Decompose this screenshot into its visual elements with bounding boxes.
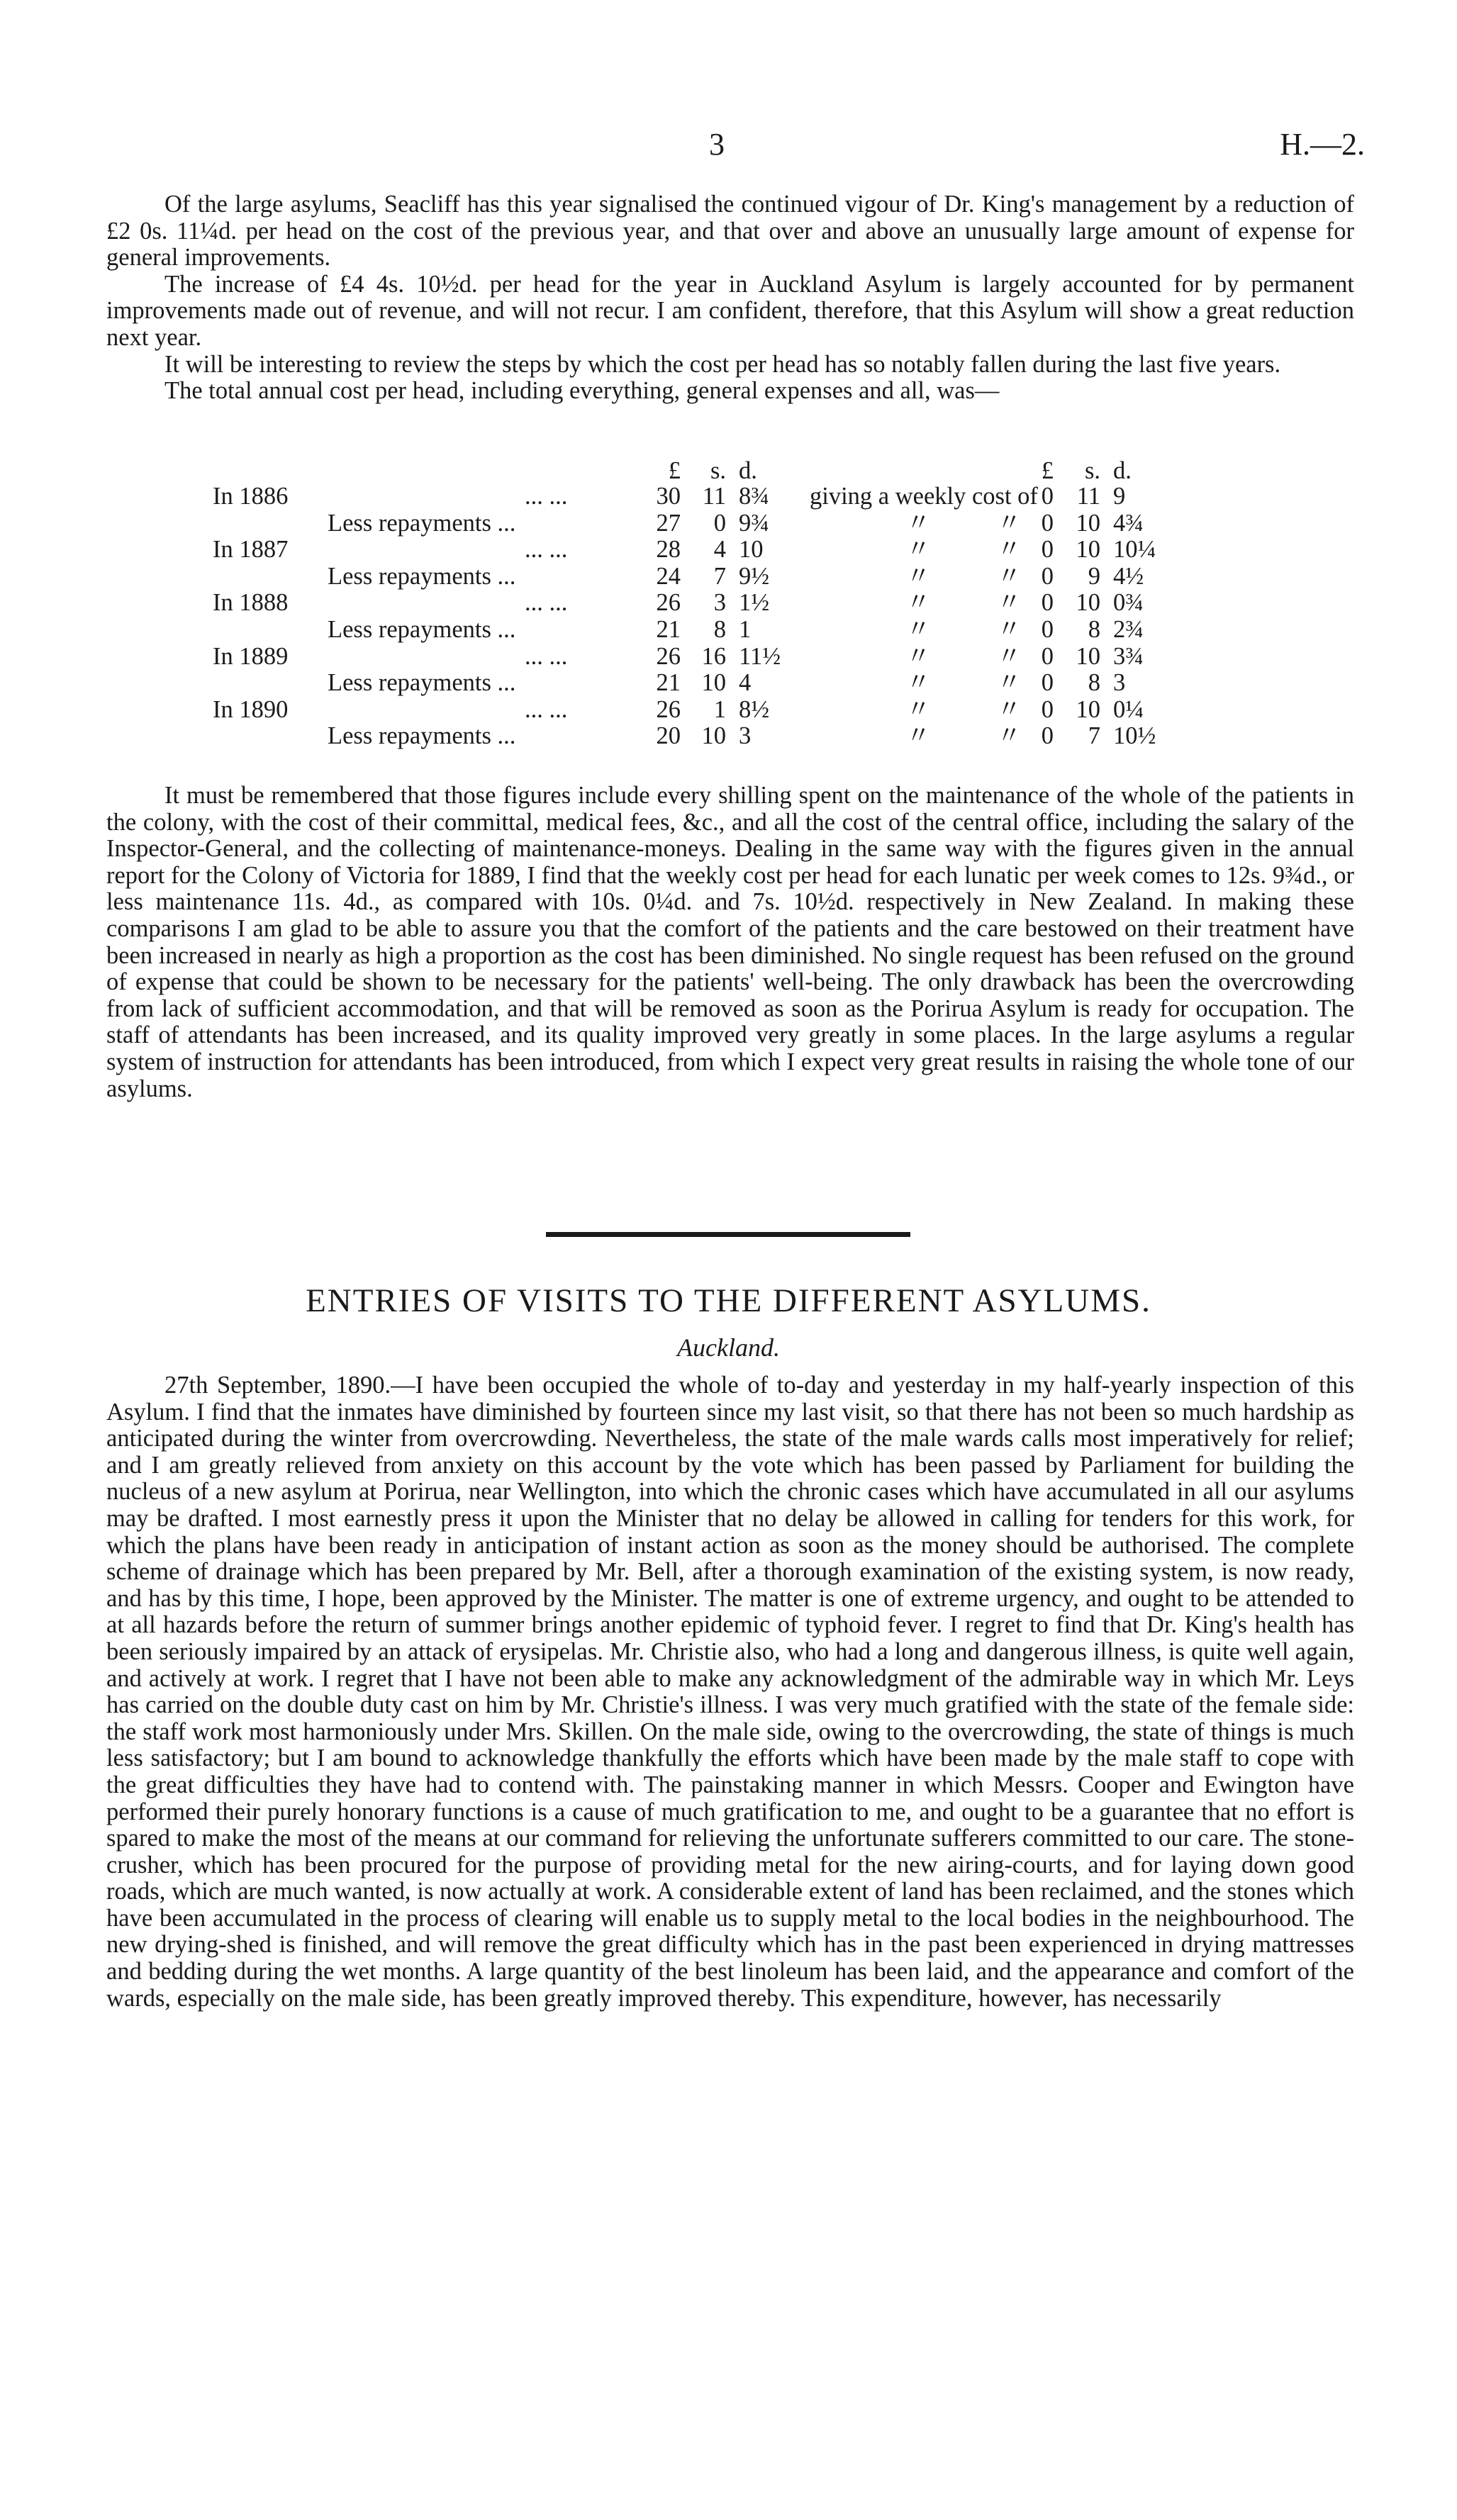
ditto-mark: 〃	[906, 615, 931, 643]
annual-pence: 8½	[739, 695, 770, 723]
section-divider	[546, 1232, 910, 1237]
weekly-shillings: 10	[1076, 642, 1100, 670]
annual-shillings: 11	[702, 483, 726, 510]
ditto-mark: 〃	[997, 642, 1022, 670]
row-label: Less repayments ...	[328, 669, 516, 697]
section-subheading: Auckland.	[677, 1333, 780, 1362]
table-row	[106, 644, 1354, 671]
annual-shillings: 0	[713, 509, 726, 537]
weekly-pounds: 0	[1041, 483, 1054, 510]
annual-shillings: 16	[701, 642, 726, 670]
annual-pounds: 26	[656, 642, 681, 670]
weekly-pounds: 0	[1041, 722, 1054, 750]
table-row	[106, 697, 1354, 724]
annual-shillings: 7	[713, 562, 726, 590]
ditto-mark: 〃	[906, 589, 931, 617]
paragraph-visit-entry: 27th September, 1890.—I have been occupied the whole of to-day and yesterday in my half-yearly inspection of this Asylum. I find that the inmates have diminished by fourteen since my last visit, so that there has not been so much hardship as anticipated during the winter from overcrowding. Nevertheless, the state of the male wards calls most imperatively for relief; and I am greatly relieved from anxiety on this account by the vote which has been passed by Parliament for building the nucleus of a new asylum at Porirua, near Wellington, into which the chronic cases which have accumulated in all our asylums may be drafted. I most earnestly press it upon the Minister that no delay be allowed in calling for tenders for this work, for which the plans have been ready in anticipation of instant action as soon as the money should be authorised. The complete scheme of drainage which has been prepared by Mr. Bell, after a thorough examination of the existing system, is now ready, and has by this time, I hope, been approved by the Minister. The matter is one of extreme urgency, and ought to be attended to at all hazards before the return of summer brings another epidemic of typhoid fever. I regret to find that Dr. King's health has been seriously impaired by an attack of erysipelas. Mr. Christie also, who had a long and dangerous illness, is quite well again, and actively at work. I regret that I have not been able to make any acknowledgment of the admirable way in which Mr. Leys has carried on the double duty cast on him by Mr. Christie's illness. I was very much gratified with the state of the female side: the staff work most harmoniously under Mrs. Skillen. On the male side, owing to the overcrowding, the state of things is much less satisfactory; but I am bound to acknowledge thankfully the efforts which have been made by the male staff to cope with the great difficulties they have had to contend with. The painstaking manner in which Messrs. Cooper and Ewington have performed their purely honorary functions is a cause of much gratification to me, and ought to be a guarantee that no effort is spared to make the most of the means at our command for relieving the unfortunate sufferers committed to our care. The stone-crusher, which has been procured for the purpose of providing metal for the new airing-courts, and for laying down good roads, which are much wanted, is now actually at work. A considerable extent of land has been reclaimed, and the stones which have been accumulated in the process of clearing will enable us to supply metal to the local bodies in the neighbourhood. The new drying-shed is finished, and will remove the great difficulty which has in the past been experienced in drying mattresses and bedding during the wet months. A large quantity of the best linoleum has been laid, and the appearance and comfort of the wards, especially on the male side, has been greatly improved thereby. This expenditure, however, has necessarily	[106, 1372, 1354, 2012]
page-header	[0, 126, 1457, 169]
page-number: 3	[709, 127, 725, 162]
weekly-shillings: 10	[1076, 536, 1100, 564]
paragraph-seacliff: Of the large asylums, Seacliff has this year signalised the continued vigour of Dr. King's management by a reduction of £2 0s. 11¼d. per head on the cost of the previous year, and that over and above an unusually large amount of expense for general improvements.	[106, 191, 1354, 271]
ditto-mark: 〃	[906, 722, 931, 750]
row-label: In 1889	[213, 642, 289, 670]
annual-shillings: 4	[713, 536, 726, 564]
ditto-mark: 〃	[997, 536, 1022, 564]
weekly-pence: 10¼	[1113, 536, 1156, 564]
leader-dots: ... ...	[525, 695, 568, 723]
leader-dots: ... ...	[525, 589, 568, 617]
ditto-mark: 〃	[997, 509, 1022, 537]
annual-pence: 4	[739, 669, 752, 697]
weekly-pence: 0¼	[1113, 695, 1144, 723]
annual-pounds: 30	[656, 483, 681, 510]
weekly-pence: 4¾	[1113, 509, 1144, 537]
leader-dots: ... ...	[525, 536, 568, 564]
row-label: Less repayments ...	[328, 722, 516, 750]
weekly-shillings: 8	[1088, 615, 1100, 643]
section-heading: ENTRIES OF VISITS TO THE DIFFERENT ASYLUMS.	[306, 1282, 1151, 1319]
row-label: In 1887	[213, 536, 289, 564]
ditto-mark: 〃	[997, 615, 1022, 643]
weekly-shillings: 8	[1088, 669, 1100, 697]
weekly-shillings: 7	[1088, 722, 1100, 750]
ditto-mark: 〃	[906, 642, 931, 670]
visit-entry-text	[106, 1372, 1354, 2012]
annual-pounds: 26	[656, 589, 681, 617]
weekly-pence: 9	[1113, 483, 1126, 510]
table-row	[106, 510, 1354, 537]
weekly-pence: 2¾	[1113, 615, 1144, 643]
header-pounds: £	[668, 457, 681, 484]
table-row	[106, 723, 1354, 750]
header-weekly-pounds: £	[1041, 457, 1054, 484]
annual-pounds: 24	[656, 562, 681, 590]
row-label: Less repayments ...	[328, 509, 516, 537]
ditto-mark: 〃	[997, 722, 1022, 750]
row-label: Less repayments ...	[328, 562, 516, 590]
ditto-mark: 〃	[906, 562, 931, 590]
weekly-pence: 10½	[1113, 722, 1156, 750]
ditto-mark: 〃	[997, 669, 1022, 697]
annual-pence: 3	[739, 722, 752, 750]
intro-text	[106, 191, 1354, 405]
weekly-pence: 3¾	[1113, 642, 1144, 670]
weekly-pounds: 0	[1041, 509, 1054, 537]
weekly-phrase: giving a weekly cost of	[810, 483, 1038, 510]
annual-shillings: 10	[701, 669, 726, 697]
ditto-mark: 〃	[997, 589, 1022, 617]
leader-dots: ... ...	[525, 483, 568, 510]
table-body	[106, 483, 1354, 750]
weekly-pounds: 0	[1041, 695, 1054, 723]
annual-pounds: 21	[656, 669, 681, 697]
table-row	[106, 564, 1354, 590]
weekly-shillings: 10	[1076, 589, 1100, 617]
weekly-shillings: 10	[1076, 509, 1100, 537]
annual-pence: 1	[739, 615, 752, 643]
weekly-pounds: 0	[1041, 615, 1054, 643]
row-label: Less repayments ...	[328, 615, 516, 643]
annual-shillings: 8	[713, 615, 726, 643]
weekly-pence: 4½	[1113, 562, 1144, 590]
remembered-text	[106, 783, 1354, 1102]
weekly-pence: 3	[1113, 669, 1126, 697]
table-header-row	[106, 458, 1354, 483]
annual-pence: 9¾	[739, 509, 770, 537]
annual-pence: 10	[739, 536, 764, 564]
annual-pence: 9½	[739, 562, 770, 590]
weekly-pounds: 0	[1041, 642, 1054, 670]
annual-pounds: 21	[656, 615, 681, 643]
annual-pounds: 27	[656, 509, 681, 537]
header-weekly-pence: d.	[1113, 457, 1132, 484]
weekly-pounds: 0	[1041, 562, 1054, 590]
ditto-mark: 〃	[906, 509, 931, 537]
row-label: In 1890	[213, 695, 289, 723]
table-row	[106, 590, 1354, 617]
weekly-pounds: 0	[1041, 536, 1054, 564]
row-label: In 1886	[213, 483, 289, 510]
annual-pence: 11½	[739, 642, 781, 670]
row-label: In 1888	[213, 589, 289, 617]
annual-pounds: 28	[656, 536, 681, 564]
ditto-mark: 〃	[906, 669, 931, 697]
paragraph-review: It will be interesting to review the steps by which the cost per head has so notably fallen during the last five years.	[164, 350, 1281, 378]
header-pence: d.	[739, 457, 757, 484]
annual-shillings: 1	[713, 695, 726, 723]
table-row	[106, 617, 1354, 644]
table-row	[106, 670, 1354, 697]
header-shillings: s.	[710, 457, 726, 484]
cost-per-head-table	[106, 458, 1354, 750]
annual-pounds: 20	[656, 722, 681, 750]
weekly-shillings: 10	[1076, 695, 1100, 723]
annual-shillings: 3	[713, 589, 726, 617]
table-row	[106, 537, 1354, 564]
ditto-mark: 〃	[906, 536, 931, 564]
annual-pence: 8¾	[739, 483, 770, 510]
ditto-mark: 〃	[906, 695, 931, 723]
annual-pounds: 26	[656, 695, 681, 723]
header-weekly-shillings: s.	[1084, 457, 1100, 484]
leader-dots: ... ...	[525, 642, 568, 670]
annual-shillings: 10	[701, 722, 726, 750]
weekly-pence: 0¾	[1113, 589, 1144, 617]
paragraph-auckland-increase: The increase of £4 4s. 10½d. per head for the year in Auckland Asylum is largely accounted for by permanent improvements made out of revenue, and will not recur. I am confident, therefore, that this Asylum will show a great reduction next year.	[106, 270, 1354, 351]
paragraph-total-cost: The total annual cost per head, including everything, general expenses and all, was—	[164, 377, 1000, 405]
weekly-pounds: 0	[1041, 589, 1054, 617]
ditto-mark: 〃	[997, 695, 1022, 723]
document-reference: H.—2.	[1280, 127, 1365, 162]
weekly-pounds: 0	[1041, 669, 1054, 697]
weekly-shillings: 9	[1088, 562, 1100, 590]
annual-pence: 1½	[739, 589, 770, 617]
table-row	[106, 483, 1354, 510]
paragraph-remembered: It must be remembered that those figures include every shilling spent on the maintenance of the whole of the patients in the colony, with the cost of their committal, medical fees, &c., and all the cost of the central office, including the salary of the Inspector-General, and the collecting of maintenance-moneys. Dealing in the same way with the figures given in the annual report for the Colony of Victoria for 1889, I find that the weekly cost per head for each lunatic per week comes to 12s. 9¾d., or less maintenance 11s. 4d., as compared with 10s. 0¼d. and 7s. 10½d. respectively in New Zealand. In making these comparisons I am glad to be able to assure you that the comfort of the patients and the care bestowed on their treatment have been increased in nearly as high a proportion as the cost has been diminished. No single request has been refused on the ground of expense that could be shown to be necessary for the patients' well-being. The only drawback has been the overcrowding from lack of sufficient accommodation, and that will be removed as soon as the Porirua Asylum is ready for occupation. The staff of attendants has been increased, and its quality improved very greatly in some places. In the large asylums a regular system of instruction for attendants has been introduced, from which I expect very great results in raising the whole tone of our asylums.	[106, 782, 1354, 1102]
ditto-mark: 〃	[997, 562, 1022, 590]
weekly-shillings: 11	[1076, 483, 1100, 510]
